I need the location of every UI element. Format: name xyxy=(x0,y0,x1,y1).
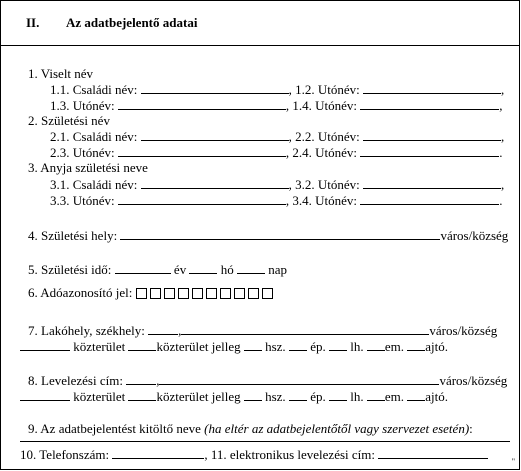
tax-id-digit-box[interactable] xyxy=(150,288,161,299)
field-1-3-label: 1.3. Utónév: xyxy=(50,98,115,113)
phone-input[interactable] xyxy=(112,446,204,459)
item4-row xyxy=(28,227,508,243)
comma: , xyxy=(156,373,160,388)
item1-label: 1. Viselt név xyxy=(28,66,94,81)
field-2-1-label: 2.1. Családi név: xyxy=(50,129,138,144)
mailing-street-input[interactable] xyxy=(20,388,70,401)
field-2-4-label: , 2.4. Utónév: xyxy=(285,145,358,160)
residence-street-type-input[interactable] xyxy=(128,338,156,351)
item3-row1: 3.1. Családi név: , 3.2. Utónév: , xyxy=(50,177,505,192)
ep-label: ép. xyxy=(310,339,326,354)
mailing-ajto-input[interactable] xyxy=(407,388,425,401)
item2-label: 2. Születési név xyxy=(28,113,110,128)
tax-id-digit-box[interactable] xyxy=(206,288,217,299)
birthplace-suffix: város/község xyxy=(440,228,509,243)
item8-row2 xyxy=(20,388,448,404)
field-3-1-label: 3.1. Családi név: xyxy=(50,177,138,192)
tax-id-digit-box[interactable] xyxy=(178,288,189,299)
field-3-2-label: , 3.2. Utónév: xyxy=(288,177,360,192)
field-2-2-input[interactable] xyxy=(363,128,501,141)
birth-year-input[interactable] xyxy=(115,261,171,274)
residence-label: 7. Lakóhely, székhely: xyxy=(28,323,145,338)
birthplace-input[interactable] xyxy=(120,227,440,240)
mailing-label: 8. Levelezési cím: xyxy=(28,373,123,388)
street-label: közterület xyxy=(73,339,126,354)
birthdate-label: 5. Születési idő: xyxy=(28,262,112,277)
filler-name-label: 9. Az adatbejelentést kitöltő neve xyxy=(28,421,201,436)
field-1-1-label: 1.1. Családi név: xyxy=(50,82,138,97)
field-3-2-input[interactable] xyxy=(363,176,501,189)
item9-row xyxy=(28,421,473,436)
residence-hsz-input[interactable] xyxy=(244,338,262,351)
item2-row2: 2.3. Utónév: , 2.4. Utónév: . xyxy=(50,145,503,160)
filler-name-note: (ha eltér az adatbejelentőtől vagy szervezet esetén) xyxy=(204,421,470,436)
tax-id-digit-box[interactable] xyxy=(262,288,273,299)
residence-ajto-input[interactable] xyxy=(407,338,425,351)
residence-em-input[interactable] xyxy=(367,338,385,351)
field-1-4-input[interactable] xyxy=(360,97,499,110)
tax-id-digit-box[interactable] xyxy=(192,288,203,299)
residence-lh-input[interactable] xyxy=(329,338,347,351)
day-label: nap xyxy=(268,262,287,277)
email-label: , 11. elektronikus levelezési cím: xyxy=(204,447,375,462)
item10-row xyxy=(20,446,488,462)
filler-name-input[interactable] xyxy=(20,441,510,442)
residence-ep-input[interactable] xyxy=(289,338,307,351)
hsz-label: hsz. xyxy=(265,339,286,354)
item1-row1: 1.1. Családi név: , 1.2. Utónév: , xyxy=(50,82,505,97)
tax-id-boxes[interactable] xyxy=(136,287,276,302)
section-header xyxy=(0,0,520,46)
item3-label: 3. Anyja születési neve xyxy=(28,160,148,175)
year-label: év xyxy=(173,262,187,277)
item1-row2: 1.3. Utónév: , 1.4. Utónév: , xyxy=(50,98,503,113)
comma: , xyxy=(178,323,182,338)
street-type-label: közterület jelleg xyxy=(156,339,241,354)
birth-month-input[interactable] xyxy=(189,261,217,274)
item8-row1 xyxy=(28,372,507,388)
item5-row xyxy=(28,261,287,277)
residence-street-input[interactable] xyxy=(20,338,70,351)
mailing-ep-input[interactable] xyxy=(289,388,307,401)
ajto-label: ajtó. xyxy=(425,389,448,404)
birthplace-label: 4. Születési hely: xyxy=(28,228,118,243)
mailing-hsz-input[interactable] xyxy=(244,388,262,401)
ajto-label: ajtó. xyxy=(425,339,448,354)
residence-zip-input[interactable] xyxy=(148,322,178,335)
field-2-2-label: , 2.2. Utónév: xyxy=(288,129,360,144)
field-2-4-input[interactable] xyxy=(360,144,499,157)
mailing-city-input[interactable] xyxy=(159,372,439,385)
field-1-2-label: , 1.2. Utónév: xyxy=(288,82,360,97)
lh-label: lh. xyxy=(350,339,364,354)
phone-label: 10. Telefonszám: xyxy=(20,447,110,462)
field-1-4-label: , 1.4. Utónév: xyxy=(285,98,358,113)
item7-row2 xyxy=(20,338,448,354)
mailing-suffix: város/község xyxy=(439,373,508,388)
ep-label: ép. xyxy=(310,389,326,404)
field-3-3-label: 3.3. Utónév: xyxy=(50,193,115,208)
lh-label: lh. xyxy=(350,389,364,404)
field-2-1-input[interactable] xyxy=(141,128,289,141)
tax-id-digit-box[interactable] xyxy=(234,288,245,299)
field-1-2-input[interactable] xyxy=(363,81,501,94)
tax-id-digit-box[interactable] xyxy=(136,288,147,299)
tax-id-digit-box[interactable] xyxy=(164,288,175,299)
colon: : xyxy=(469,421,473,436)
corner-mark: " xyxy=(511,457,515,466)
section-title: Az adatbejelentő adatai xyxy=(66,15,198,30)
tax-id-digit-box[interactable] xyxy=(248,288,259,299)
month-label: hó xyxy=(220,262,234,277)
birth-day-input[interactable] xyxy=(237,261,265,274)
field-3-4-label: , 3.4. Utónév: xyxy=(285,193,358,208)
field-2-3-input[interactable] xyxy=(118,144,286,157)
item7-row1 xyxy=(28,322,497,338)
field-3-3-input[interactable] xyxy=(118,192,286,205)
section-number: II. xyxy=(26,15,40,30)
field-1-1-input[interactable] xyxy=(141,81,289,94)
item3-row2: 3.3. Utónév: , 3.4. Utónév: . xyxy=(50,193,503,208)
mailing-em-input[interactable] xyxy=(367,388,385,401)
field-3-1-input[interactable] xyxy=(141,176,289,189)
em-label: em. xyxy=(384,389,404,404)
item6-row xyxy=(28,285,276,302)
street-label: közterület xyxy=(73,389,126,404)
residence-suffix: város/község xyxy=(429,323,498,338)
hsz-label: hsz. xyxy=(265,389,286,404)
em-label: em. xyxy=(384,339,404,354)
field-3-4-input[interactable] xyxy=(360,192,499,205)
mailing-street-type-input[interactable] xyxy=(128,388,156,401)
tax-id-label: 6. Adóazonosító jel: xyxy=(28,285,133,300)
mailing-zip-input[interactable] xyxy=(126,372,156,385)
field-1-3-input[interactable] xyxy=(118,97,286,110)
item2-row1: 2.1. Családi név: , 2.2. Utónév: , xyxy=(50,129,505,144)
mailing-lh-input[interactable] xyxy=(329,388,347,401)
email-input[interactable] xyxy=(378,446,488,459)
tax-id-digit-box[interactable] xyxy=(220,288,231,299)
field-2-3-label: 2.3. Utónév: xyxy=(50,145,115,160)
bottom-border xyxy=(0,469,520,470)
street-type-label: közterület jelleg xyxy=(156,389,241,404)
residence-city-input[interactable] xyxy=(181,322,429,335)
